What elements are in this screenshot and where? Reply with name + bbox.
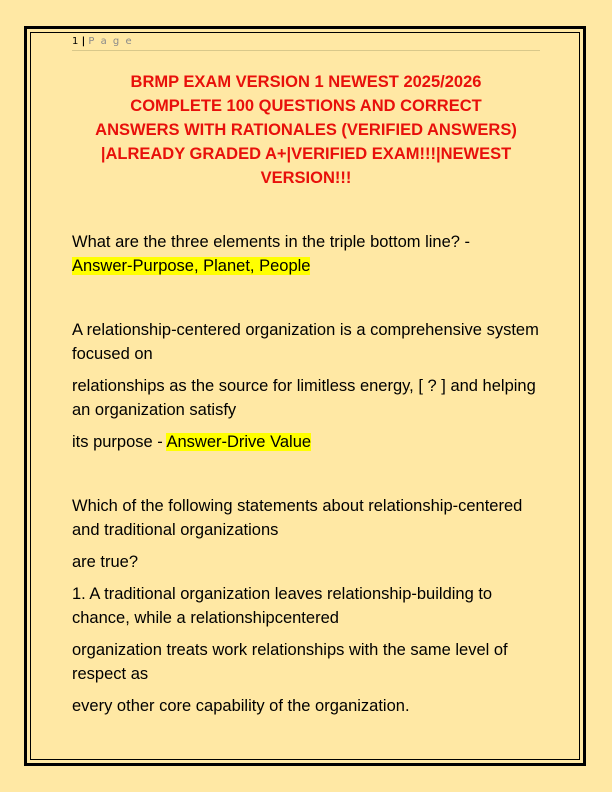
page-word: P a g e (88, 36, 134, 47)
page-separator: | (81, 36, 86, 47)
document-title (66, 70, 546, 190)
page-number: 1 (72, 36, 79, 47)
question-text: What are the three elements in the triple bottom line? - (72, 233, 471, 251)
question-3-line-5: every other core capability of the organization. (72, 697, 410, 715)
question-2-line-3 (72, 430, 542, 454)
title-line: ANSWERS WITH RATIONALES (VERIFIED ANSWERS) (95, 121, 517, 139)
title-line: BRMP EXAM VERSION 1 NEWEST 2025/2026 (130, 73, 482, 91)
document-body (72, 230, 542, 718)
question-2-line-2: relationships as the source for limitless energy, [ ? ] and helping an organization satisfy (72, 377, 536, 419)
question-3-line-2: are true? (72, 553, 139, 571)
question-3-line-3: 1. A traditional organization leaves relationship-building to chance, while a relationshipcentered (72, 585, 493, 627)
question-3-line-1: Which of the following statements about relationship-centered and traditional organizations (72, 497, 523, 539)
question-2-line-1: A relationship-centered organization is a comprehensive system focused on (72, 321, 539, 363)
question-3-line-4: organization treats work relationships with the same level of respect as (72, 641, 508, 683)
answer-highlight: Answer-Drive Value (166, 433, 312, 451)
question-text: its purpose - (72, 433, 167, 451)
title-line: COMPLETE 100 QUESTIONS AND CORRECT (130, 97, 482, 115)
answer-highlight: Answer-Purpose, Planet, People (72, 257, 311, 275)
question-1 (72, 230, 542, 278)
title-line: VERSION!!! (260, 169, 352, 187)
title-line: |ALREADY GRADED A+|VERIFIED EXAM!!!|NEWEST (100, 145, 512, 163)
page-header (72, 36, 540, 51)
